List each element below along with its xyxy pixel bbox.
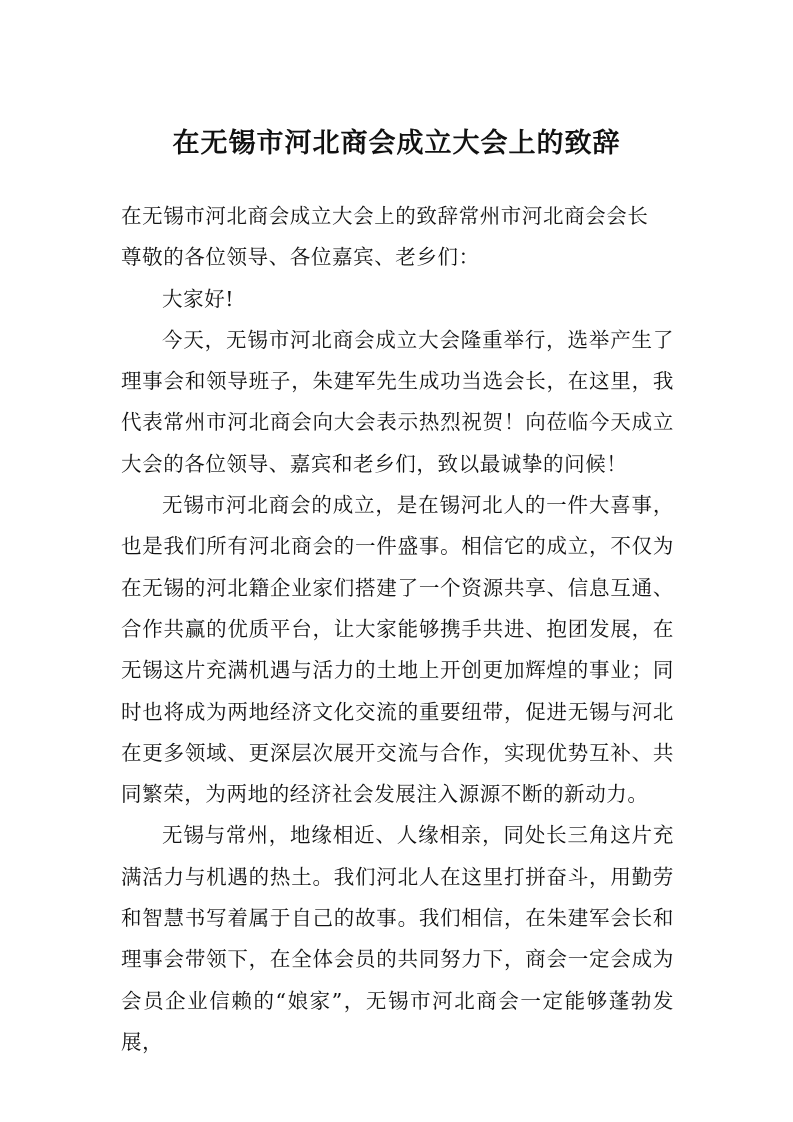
- document-body: [121, 196, 674, 1063]
- document-title: 在无锡市河北商会成立大会上的致辞: [172, 128, 621, 159]
- paragraph-wuxi-changzhou: 无锡与常州，地缘相近、人缘相亲，同处长三角这片充满活力与机遇的热土。我们河北人在这里打拼奋斗，用勤劳和智慧书写着属于自己的故事。我们相信，在朱建军会长和理事会带领下，在全体会员的共同努力下，商会一定会成为会员企业信赖的“娘家”，无锡市河北商会一定能够蓬勃发展，: [121, 823, 674, 1054]
- salutation: 尊敬的各位领导、各位嘉宾、老乡们：: [121, 245, 480, 270]
- paragraph-congratulations: 今天，无锡市河北商会成立大会隆重举行，选举产生了理事会和领导班子，朱建军先生成功当选会长，在这里，我代表常州市河北商会向大会表示热烈祝贺！向莅临今天成立大会的各位领导、嘉宾和老乡们，致以最诚挚的问候！: [121, 327, 674, 476]
- greeting: 大家好!: [162, 286, 235, 311]
- heading-line: 在无锡市河北商会成立大会上的致辞常州市河北商会会长: [121, 204, 649, 228]
- paragraph-significance: 无锡市河北商会的成立，是在锡河北人的一件大喜事，也是我们所有河北商会的一件盛事。相信它的成立，不仅为在无锡的河北籍企业家们搭建了一个资源共享、信息互通、合作共赢的优质平台，让大家能够携手共进、抱团发展，在无锡这片充满机遇与活力的土地上开创更加辉煌的事业；同时也将成为两地经济文化交流的重要纽带，促进无锡与河北在更多领域、更深层次展开交流与合作，实现优势互补、共同繁荣，为两地的经济社会发展注入源源不断的新动力。: [121, 493, 674, 807]
